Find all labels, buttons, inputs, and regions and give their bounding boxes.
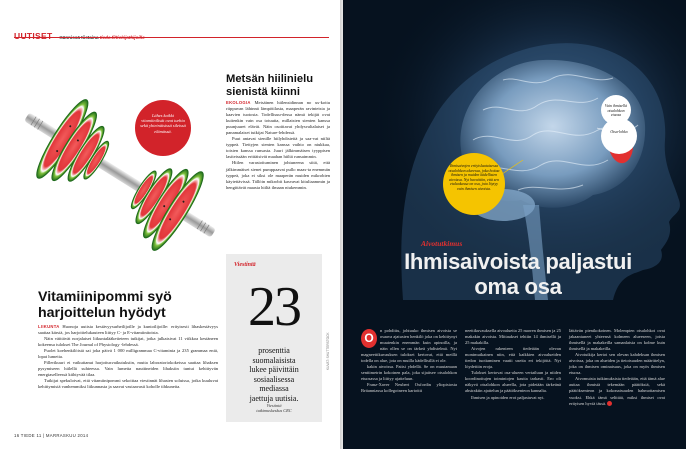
page-folio: 16 TIEDE 11 | MARRASKUU 2014: [14, 433, 89, 438]
photo-credit: KUVAT: SHUTTERSTOCK: [326, 332, 330, 370]
metsan-paragraph: EKOLOGIA Metsäinen hiilensidinnan no us-kottu riippuvan lähinnä lämpötilasta, maaperän ravinteista ja kaavien tuotosta. Todellisuu-dessa nämä tekijät ovat kuitenkin vain osa totuutta, millaisten sienten kanssa puunjuuret elävät. Näin osoittavat yhdysvaltalaiset ja panamalaiset tutkijat Nature-lehdessä.: [226, 100, 330, 136]
metsan-paragraph: Puut antavat sienille hiilyhdisteitä ja saa-vat niiltä typpeä. Tiettyjen sienten kanssa vaihto on niukkaa, toisten kanssa runsasta. Juuri jälkimmäisen tyyppisen lasiteissään erittäisivät maahan hiiltä runsaimmin.: [226, 136, 330, 160]
article-paragraph: Aivojen rakenteen tiedetään olevan monimutkainen niin, että kaikkien aivoalueiden tiedon tuottaminen vaatii useita eri tekijöitä. Nyt löydettiin eroja.: [465, 346, 561, 370]
article-paragraph: O n pohdittu, johtuuko ihmisen aivoista se osaava ajatusten henkilö joka on kehittynyt muutenkin enemmän kuin apinoilla, ja näin ollen se on tärkeä yhdistelmä. Nyt magneettikuvauksen tulokset kertovat, että meillä todella on alue, jota on muilla kädellisillä ei ole.: [361, 328, 457, 364]
explainer-bubble: Ihmisaivojen erityislaatuisessa otsalohkon alueessa, joka hoitaa ihmisen ja muiden kädellisten aivoissa. Nyt havaittiin, että sen etuluokassa on osa, jota löytyy vain ihmisen aivoista.: [443, 153, 505, 215]
end-mark-icon: [607, 401, 612, 406]
stat-number: 23: [248, 276, 300, 338]
right-page: [343, 0, 686, 449]
article-paragraph: Ihmisen ja apinoiden erot paljastuvat nyt.: [471, 394, 545, 400]
spine-gutter: [340, 0, 346, 449]
watermelon-dumbbell-illustration: [0, 60, 240, 290]
article-paragraph: Aivomuista tutkimuksista tiedetään, että tämä alue auttaa ihmistä tekemään päätöksiä, sekä päätöksenteon ja kokonaisuuden hahmottamisen vuoksi. Ehkä tämä selittää, miksi ihmiset ovat erityisen hyviä tässä.: [569, 376, 665, 406]
metsan-headline: Metsän hiilinielu sienistä kiinni: [226, 73, 314, 98]
stat-box: [226, 254, 322, 422]
article-paragraph: Aivotutkija kertoi sen olevan kahdeksan ihmisen aivoissa, joka on alueiden ja tietoisuuden määrittelyn, joka on ihmisen ominaisuus, joka on myös ihmisen etuosa.: [569, 352, 665, 376]
article-column-2: [465, 328, 561, 401]
article-title: Ihmisaivoista paljastui oma osa: [404, 249, 632, 299]
article-paragraph: neettikuvauksella aivoalueita 25 nuoren ihmisen ja 25 makakin aivoista. Mittaukset tehtiin 14 ihmisellä ja 25 makakilla.: [465, 328, 561, 346]
vita-paragraph: Puolet koehenkilöistä sai joka päivä 1 000 milligrammaa C-vitaminia ja 235 grammaa eniä, lopat lumetta.: [38, 348, 218, 360]
vita-paragraph: LIIKUNTA Huonoja uutisia kestävyysurheilijoille ja kuntoilijoille: erityisesti lihaskestävyys saattaa kärsiä, jos harjoittelukauteen liittyy C- ja E-vitamiinitoista.: [38, 324, 218, 336]
article-kicker: Aivotutkimus: [421, 239, 463, 248]
article-column-1: [361, 328, 457, 395]
article-body: [361, 328, 671, 432]
section-header: [14, 26, 145, 41]
article-paragraph: Tulokset kertovat osa-alueen vertailuun ja niiden koordinoitujen toimintojen kautta tarkasti. Ero oli näkyvä otsalohkon alueella, jota pidetään tärkeänä abstraktin ajattelun ja päätöksenteon kannalta.: [465, 370, 561, 394]
article-paragraph: kakin aivoissa. Paitsi yhdellä. Se on muutamaan senttimetrin kokoinen pala, joka sijaitsee otsalohkon etuosassa ja liittyy ajatteluun.: [361, 364, 457, 382]
label-bubble-frontal-lobe: Otsa-lohko: [601, 118, 637, 154]
vita-paragraph: Pillerikuuri ei vaikuttanut harjoitusvaikutuksiin, mutta laboratoriokokeissa saattaa lihaksen pysymiseen hiilellä suhteessa. Vain lumetta nauttineiden lihaksiin tuntui kehittyvän energiaselleessä kiihtyvää tilaa.: [38, 360, 218, 378]
stat-description: prosenttia suomalaisista lukee päivittäin sosiaalisessa mediassa jaettuja uutisia.: [249, 346, 299, 403]
stat-label: Viestintä: [234, 262, 256, 268]
dumbbell-caption-bubble: Lähes kaikki vitamiinilisät ovat turhia sekä yhteinäisissä sileissä elämässä.: [135, 100, 191, 156]
header-rule: [14, 37, 329, 38]
metsan-article-body: [226, 100, 330, 191]
metsan-paragraph: Hiilen varastoituminen johtuneena siitä, että jälkimmäiset sienet pumppaavat pullo maas-ta enemmän typpeä, joka ei siksi ole maaperän muiden mikrobien käytettävissä. Tällöin mikrobit kasvavat kituliaammin ja hengittävät maasta hiiltä ilmaan niukemmin.: [226, 160, 330, 190]
stat-source: Viestintä tutkimuskeskus CRC: [256, 403, 292, 414]
vita-paragraph: Tutkijat spekuloivat, että vitamiinipommi sekoittaa viestinnät lihasten soluissa, jotka kuuluvat kehittymistä vanhemmiksi liikunnasta ja saavat vastaavasti koholle tihkuneita.: [38, 378, 218, 390]
article-paragraph: lättävän pienikokoinen. Molempien otsalohkot ovat jakaantuneet yhteensä kolmeen alueeseen, joista ihmisellä ja makakeilla samanlaisia on kolme kuin ihmisellä ja makakeilla.: [569, 328, 665, 352]
section-label: UUTISET: [14, 31, 53, 41]
section-subtitle: Kännissä tiistaina tiede.fi/tiekijatkijoille: [59, 35, 145, 40]
section-link[interactable]: tiede.fi/tiekijatkijoille: [99, 35, 145, 40]
article-paragraph: Franz-Xaver Neubert Oxfordin yliopistosta Britanniassa kollegoineen kartoitti: [361, 382, 457, 394]
vita-article-body: [38, 324, 218, 391]
drop-cap: O: [361, 329, 377, 348]
metsan-kicker: EKOLOGIA: [226, 100, 251, 105]
vita-paragraph: Näin väittävät norjalaiset liikuntalääketieteen tutkijat, jotka julkaisivat 11 viikkoa kestäneen kokeensa tulokset The Journal of Physiology -lehdessä.: [38, 336, 218, 348]
article-column-3: [569, 328, 665, 407]
vita-headline: Vitamiinipommi syö harjoittelun hyödyt: [38, 289, 172, 321]
label-bubble-human-only: Vain ihmisellä otsalohkon etuosa: [601, 95, 631, 125]
vita-kicker: LIIKUNTA: [38, 324, 60, 329]
